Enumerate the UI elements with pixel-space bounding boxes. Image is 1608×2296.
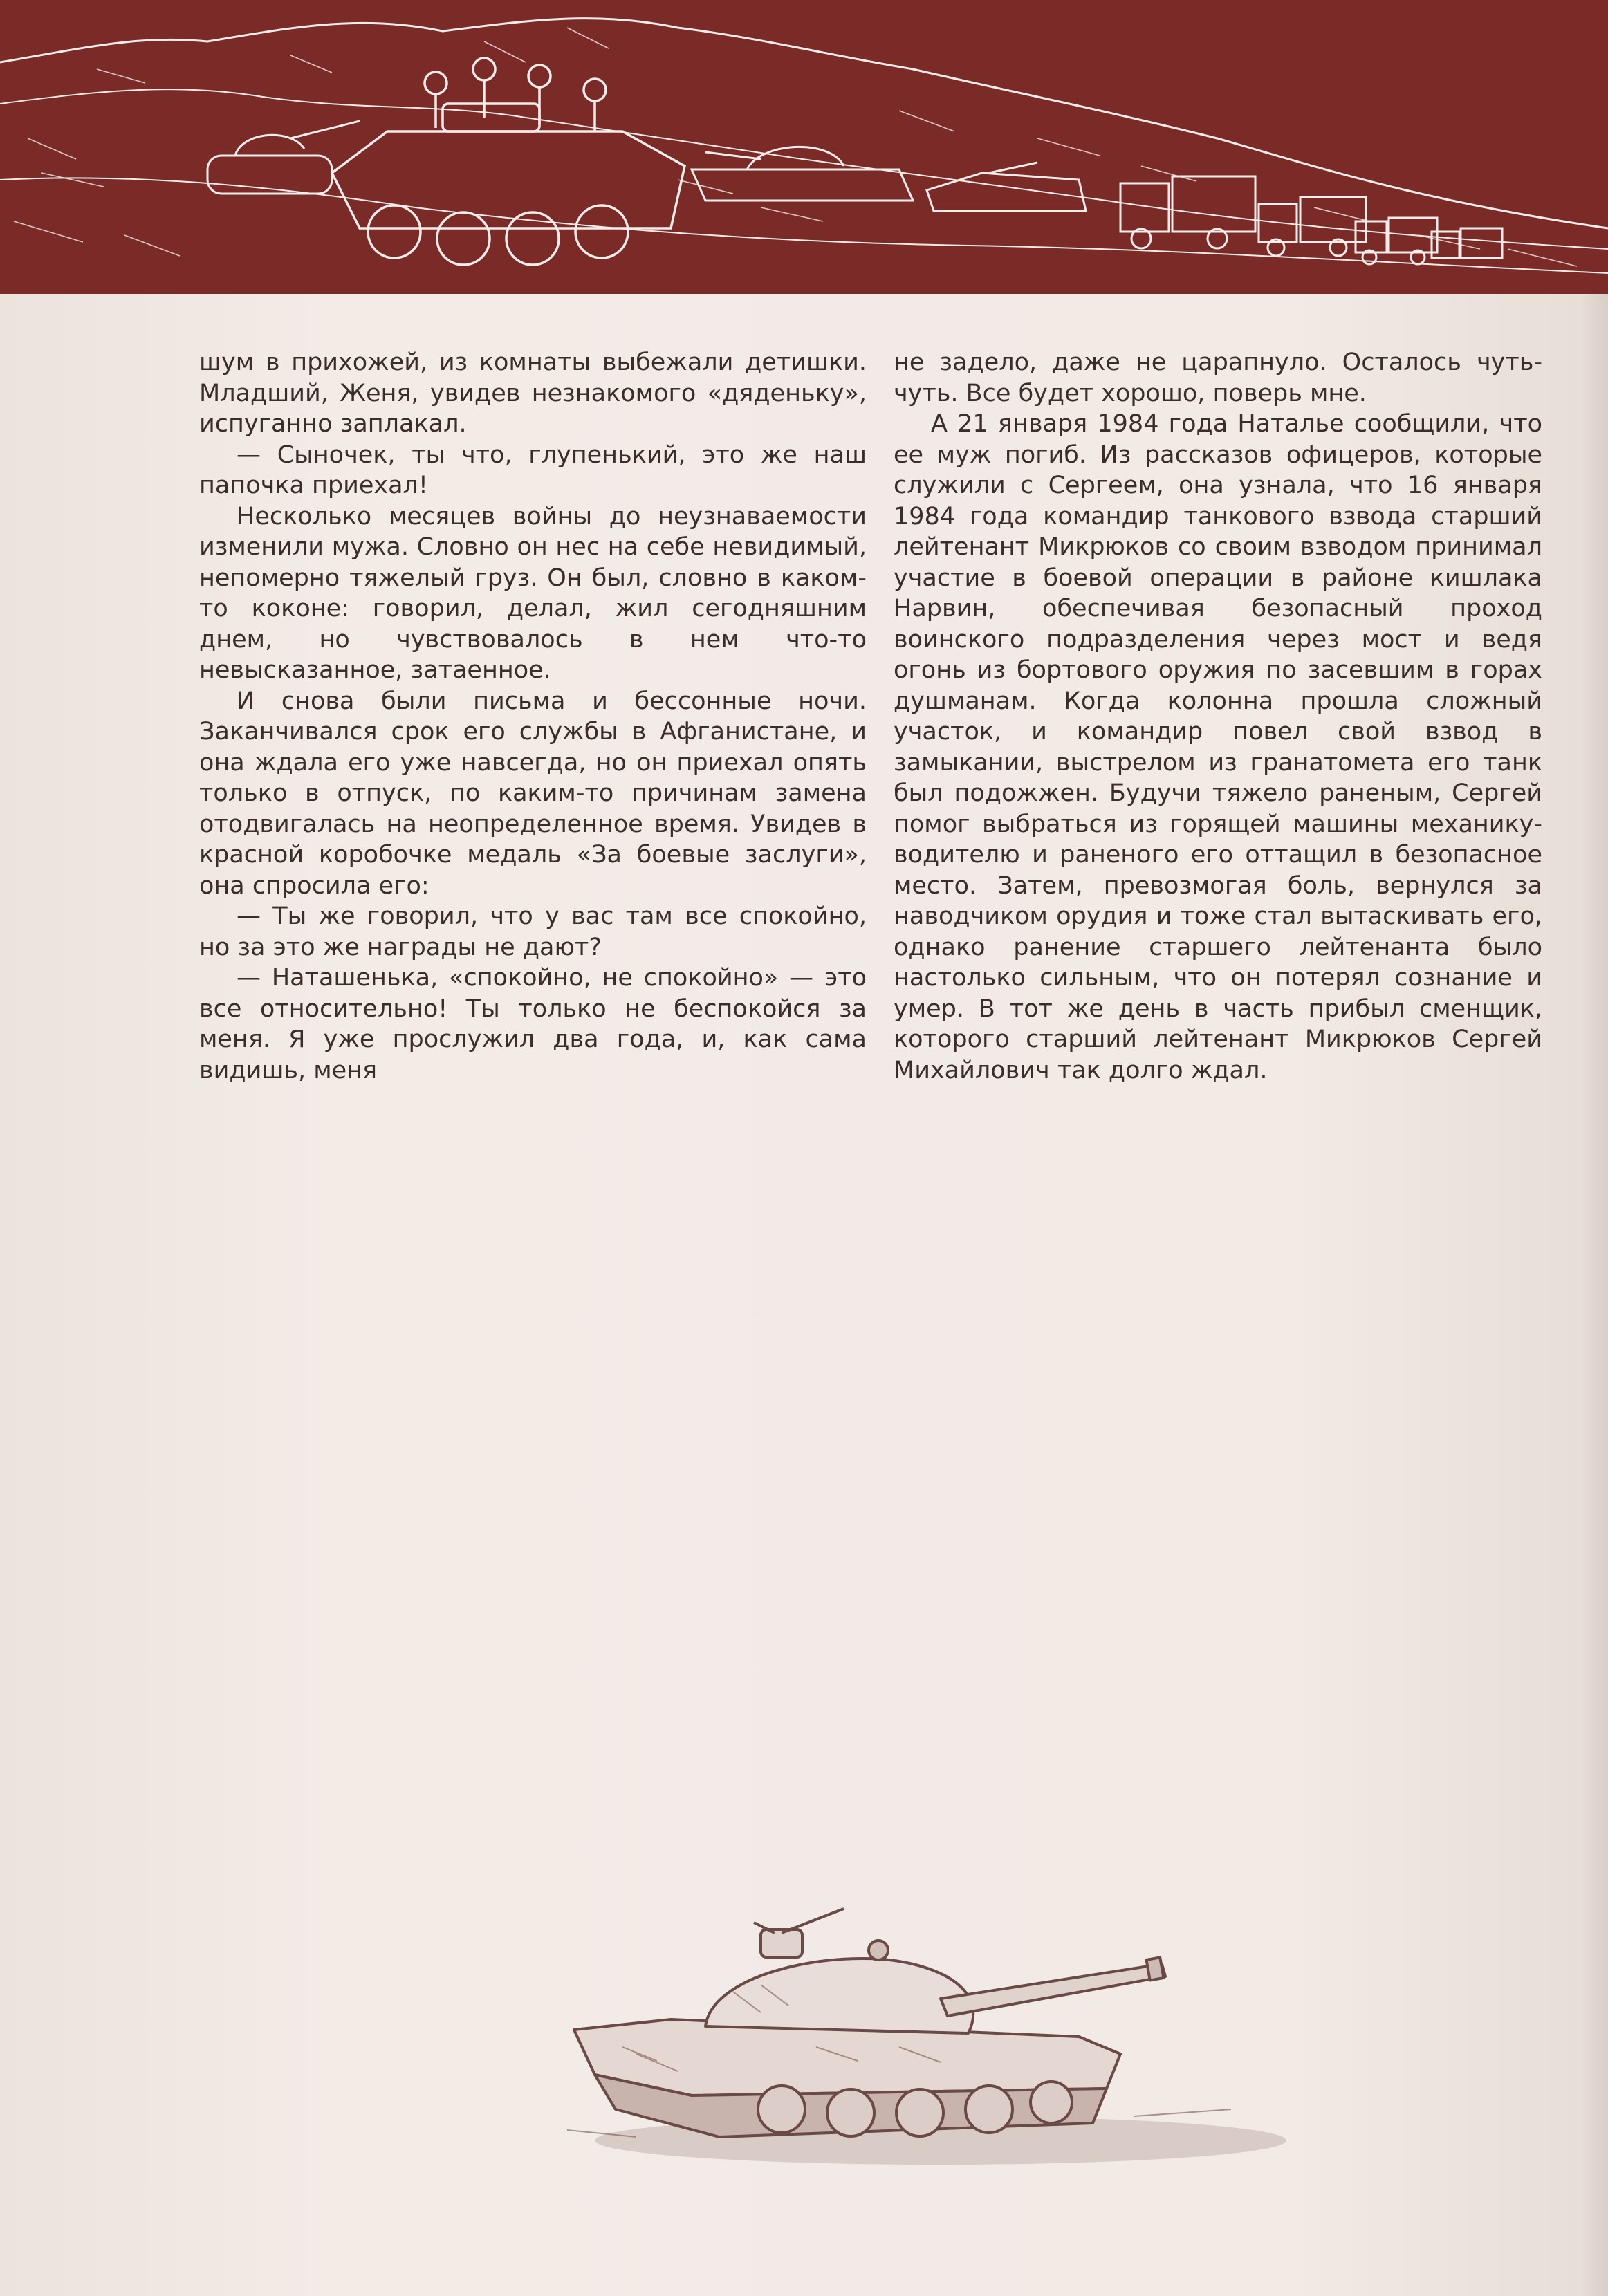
paragraph: Несколько месяцев войны до неузнаваемости изменили мужа. Словно он нес на себе невидимый, непомерно тяжелый груз. Он был, словно в каком-то коконе: говорил, делал, жил сегодняшним днем, но чувствовалось в нем что-то невысказанное, затаенное. — [199, 502, 867, 684]
paragraph: — Ты же говорил, что у вас там все спокойно, но за это же награды не дают? — [199, 902, 867, 961]
tank-sketch-icon — [553, 1881, 1300, 2172]
paragraph: И снова были письма и бессонные ночи. Заканчивался срок его службы в Афганистане, и она ждала его уже навсегда, но он приехал опять только в отпуск, по каким-то причинам замена отодвигалась на неопределенное время. Увидев в красной коробочке медаль «За боевые заслуги», она спросила его: — [199, 687, 867, 900]
paragraph: шум в прихожей, из комнаты выбежали детишки. Младший, Женя, увидев незнакомого «дяденьку», испуганно заплакал. — [199, 349, 867, 438]
header-banner — [0, 0, 1608, 294]
convoy-illustration — [0, 0, 1608, 294]
paragraph: А 21 января 1984 года Наталье сообщили, что ее муж погиб. Из рассказов офицеров, которые служили с Сергеем, она узнала, что 16 января 1984 года командир танкового взвода старший лейтенант Микрюков со своим взводом принимал участие в боевой операции в районе кишлака Нарвин, обеспечивая безопасный проход воинского подразделения через мост и ведя огонь из бортового оружия по засевшим в горах душманам. Когда колонна прошла сложный участок, и командир повел свой взвод в замыкании, выстрелом из гранатомета его танк был подожжен. Будучи тяжело раненым, Сергей помог выбраться из горящей машины механику-водителю и раненого его оттащил в безопасное место. Затем, превозмогая боль, вернулся за наводчиком орудия и тоже стал вытаскивать его, однако ранение старшего лейтенанта было настолько сильным, что он потерял сознание и умер. В тот же день в часть прибыл сменщик, которого старший лейтенант Микрюков Сергей Михайлович так долго ждал. — [894, 410, 1542, 1084]
tank-illustration — [553, 1881, 1300, 2174]
paragraph: не задело, даже не царапнуло. Осталось чуть-чуть. Все будет хорошо, поверь мне. — [894, 349, 1542, 407]
page-edge-shadow — [1580, 0, 1608, 2296]
text-column-right — [894, 347, 1542, 1086]
text-column-left — [199, 347, 867, 1086]
paragraph: — Наташенька, «спокойно, не спокойно» — это все относительно! Ты только не беспокойся за меня. Я уже прослужил два года, и, как сама видишь, меня — [199, 964, 867, 1084]
paragraph: — Сыночек, ты что, глупенький, это же наш папочка приехал! — [199, 441, 867, 499]
